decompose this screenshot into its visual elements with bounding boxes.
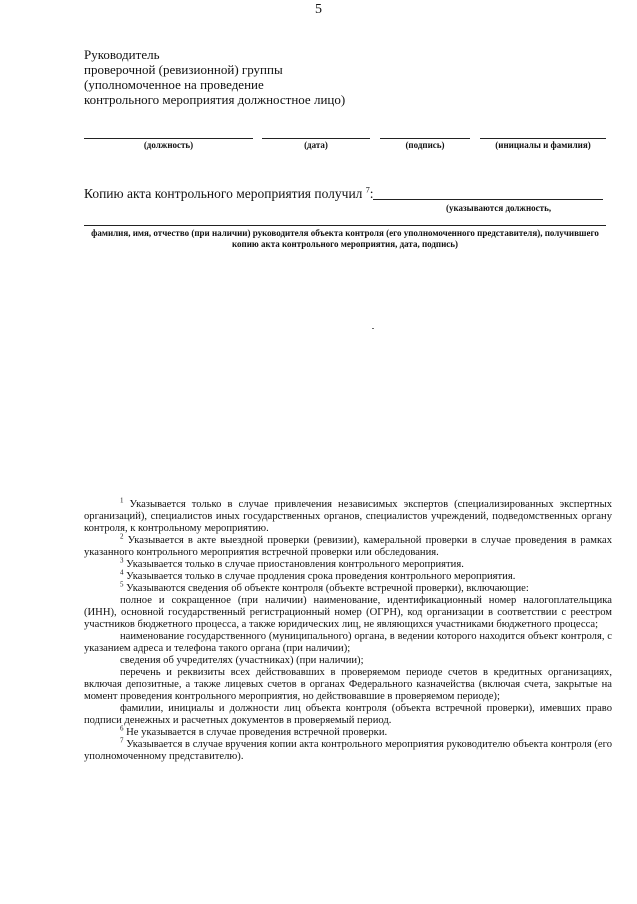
copy-received-line <box>84 186 374 202</box>
page-number: 5 <box>315 2 322 17</box>
footnote-number: 2 <box>120 532 124 541</box>
footnote <box>84 496 612 535</box>
footnote <box>84 736 612 763</box>
position-label: (должность) <box>143 140 194 150</box>
recipient-fill-line <box>84 225 606 226</box>
recipient-hint: фамилия, имя, отчество (при наличии) руководителя объекта контроля (его уполномоченного представителя), получившего копию акта контрольного мероприятия, дата, подпись) <box>91 228 599 249</box>
footnotes <box>84 496 613 763</box>
signer-heading-line: проверочной (ревизионной) группы <box>84 62 283 77</box>
footnote-item: перечень и реквизиты всех действовавших в проверяемом периоде счетов в кредитных организациях, включая депозитные, а также лицевых счетов в органах Федерального казначейства (включая счета, закрытые на момент проведения контрольного мероприятия, но действовавшие в проверяемом периоде); <box>84 667 612 702</box>
copy-received-text: Копию акта контрольного мероприятия получил <box>84 186 366 201</box>
signer-heading <box>84 47 345 107</box>
footnote-item: сведения об учредителях (участниках) (при наличии); <box>120 655 364 666</box>
footnote <box>84 724 612 739</box>
footnote-number: 4 <box>120 568 124 577</box>
footnote <box>84 556 612 571</box>
initials-surname-label: (инициалы и фамилия) <box>495 140 591 150</box>
footnote <box>84 568 612 583</box>
signature-line <box>380 138 470 139</box>
signature-label: (подпись) <box>405 140 445 150</box>
footnote-text: Указывается в случае вручения копии акта контрольного мероприятия руководителю объекта контроля (его уполномоченному представителю). <box>84 739 612 762</box>
footnote-text: Указывается только в случае приостановления контрольного мероприятия. <box>126 559 464 570</box>
footnote <box>84 580 612 595</box>
footnote-item: фамилии, инициалы и должности лиц объекта контроля (объекта встречной проверки), имевших право подписи денежных и расчетных документов в проверяемый период. <box>84 703 612 726</box>
copy-received-colon: : <box>369 186 374 201</box>
copy-received-hint: (указываются должность, <box>446 203 552 213</box>
footnote-text: Указывается только в случае продления срока проведения контрольного мероприятия. <box>126 571 516 582</box>
footnote-number: 6 <box>120 724 124 733</box>
footnote-text: Не указывается в случае проведения встречной проверки. <box>126 727 388 738</box>
date-signature-line <box>262 138 370 139</box>
footnote-number: 3 <box>120 556 124 565</box>
name-signature-line <box>480 138 606 139</box>
footnote-item: полное и сокращенное (при наличии) наименование, идентификационный номер налогоплательщика (ИНН), основной государственный регистрационный номер (ОГРН), код организации в соответствии с реестром участников бюджетного процесса, а также юридических лиц, не являющихся участниками бюджетного процесса; <box>84 595 612 630</box>
footnote-number: 7 <box>120 736 124 745</box>
signer-heading-line: (уполномоченное на проведение <box>84 77 264 92</box>
footnote-text: Указывается в акте выездной проверки (ревизии), камеральной проверки в случае проведения в рамках указанного контрольного мероприятия встречной проверки или обследования. <box>84 535 613 558</box>
footnote-number: 5 <box>120 580 124 589</box>
scan-speck <box>372 328 374 329</box>
signer-heading-line: Руководитель <box>84 47 160 62</box>
footnote-text: Указываются сведения об объекте контроля (объекте встречной проверки), включающие: <box>126 583 529 594</box>
position-signature-line <box>84 138 253 139</box>
footnote-text: Указывается только в случае привлечения независимых экспертов (специализированных экспертных организаций), специалистов иных государственных органов, специалистов учреждений, подведомственных органу контроля, к контрольному мероприятию. <box>84 499 612 534</box>
copy-received-fill-line <box>373 199 603 200</box>
footnote-number: 1 <box>120 496 124 505</box>
footnote-item: наименование государственного (муниципального) органа, в ведении которого находится объект контроля, с указанием адреса и телефона такого органа (при наличии); <box>84 631 612 654</box>
footnote <box>84 532 613 559</box>
date-label: (дата) <box>304 140 328 150</box>
footnote-mark: 7 <box>365 185 370 195</box>
signer-heading-line: контрольного мероприятия должностное лицо) <box>84 92 346 107</box>
